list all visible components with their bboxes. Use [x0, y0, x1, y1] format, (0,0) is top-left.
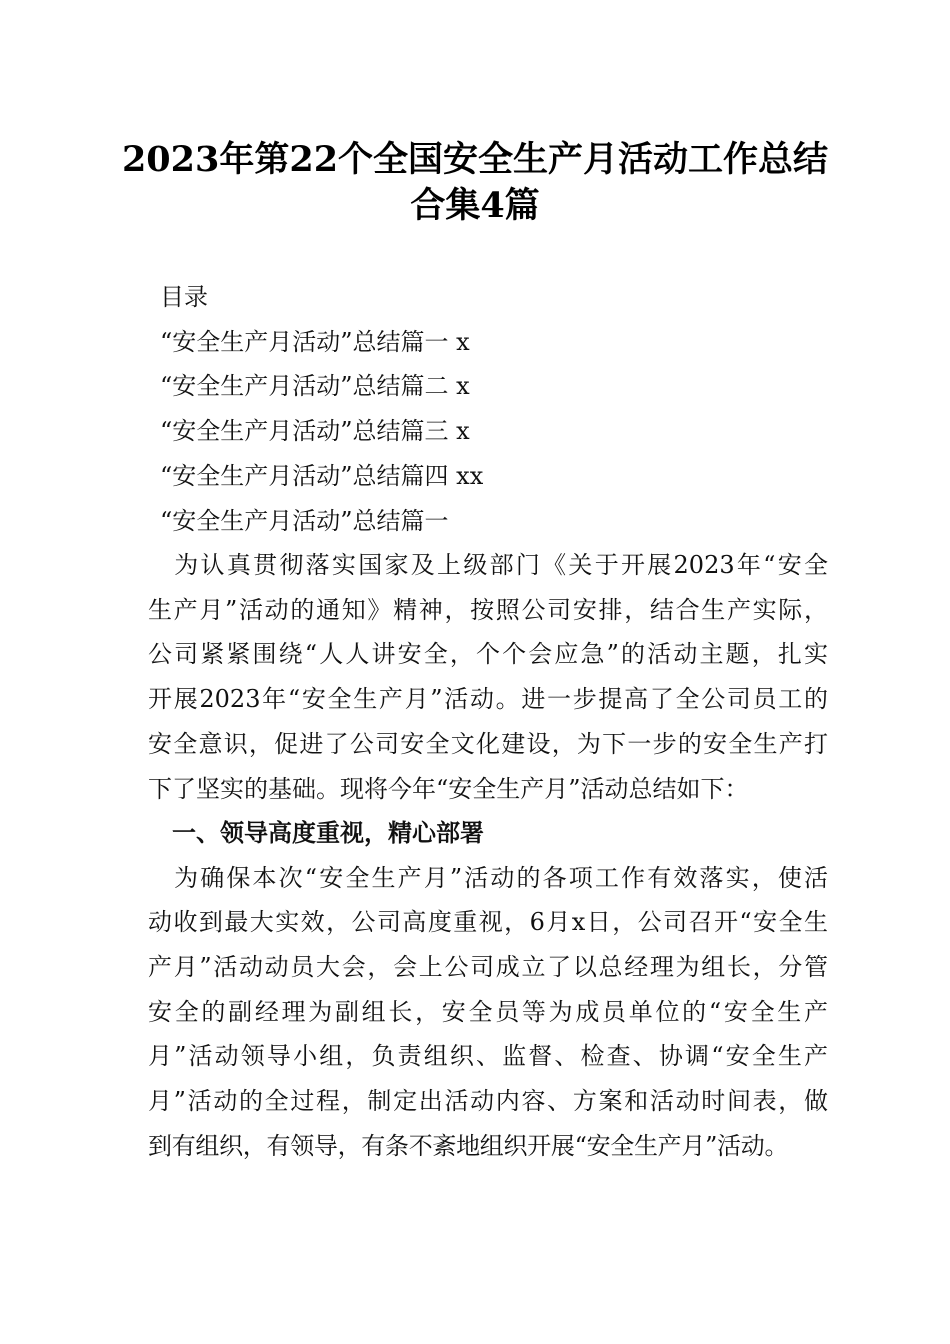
toc-item: “安全生产月活动”总结篇四 xx [160, 462, 484, 490]
document-title-line-2: 合集4篇 [410, 185, 540, 226]
paragraph-line: 开展2023年“安全生产月”活动。进一步提高了全公司员工的 [148, 685, 828, 713]
paragraph-line: 月”活动领导小组，负责组织、监督、检查、协调“安全生产 [148, 1042, 828, 1070]
paragraph-line: 公司紧紧围绕“人人讲安全，个个会应急”的活动主题，扎实 [148, 640, 828, 668]
paragraph-line: 动收到最大实效，公司高度重视，6月x日，公司召开“安全生 [148, 908, 828, 936]
document-title-line-1: 2023年第22个全国安全生产月活动工作总结 [121, 139, 829, 180]
paragraph-line: 为确保本次“安全生产月”活动的各项工作有效落实，使活 [148, 864, 828, 892]
toc-item: “安全生产月活动”总结篇二 x [160, 372, 470, 400]
section-heading: “安全生产月活动”总结篇一 [160, 507, 449, 535]
subheading: 一、领导高度重视，精心部署 [148, 819, 484, 847]
paragraph-line: 下了坚实的基础。现将今年“安全生产月”活动总结如下： [148, 775, 749, 803]
paragraph-line: 生产月”活动的通知》精神，按照公司安排，结合生产实际， [148, 596, 828, 624]
paragraph-line: 为认真贯彻落实国家及上级部门《关于开展2023年“安全 [148, 551, 828, 579]
paragraph-line: 到有组织，有领导，有条不紊地组织开展“安全生产月”活动。 [148, 1132, 789, 1160]
paragraph-line: 产月”活动动员大会，会上公司成立了以总经理为组长，分管 [148, 953, 828, 981]
paragraph-line: 安全意识，促进了公司安全文化建设，为下一步的安全生产打 [148, 730, 828, 758]
toc-item: “安全生产月活动”总结篇三 x [160, 417, 470, 445]
paragraph-line: 安全的副经理为副组长，安全员等为成员单位的“安全生产 [148, 998, 828, 1026]
paragraph-line: 月”活动的全过程，制定出活动内容、方案和活动时间表，做 [148, 1087, 828, 1115]
toc-heading: 目录 [160, 283, 208, 311]
toc-item: “安全生产月活动”总结篇一 x [160, 328, 470, 356]
